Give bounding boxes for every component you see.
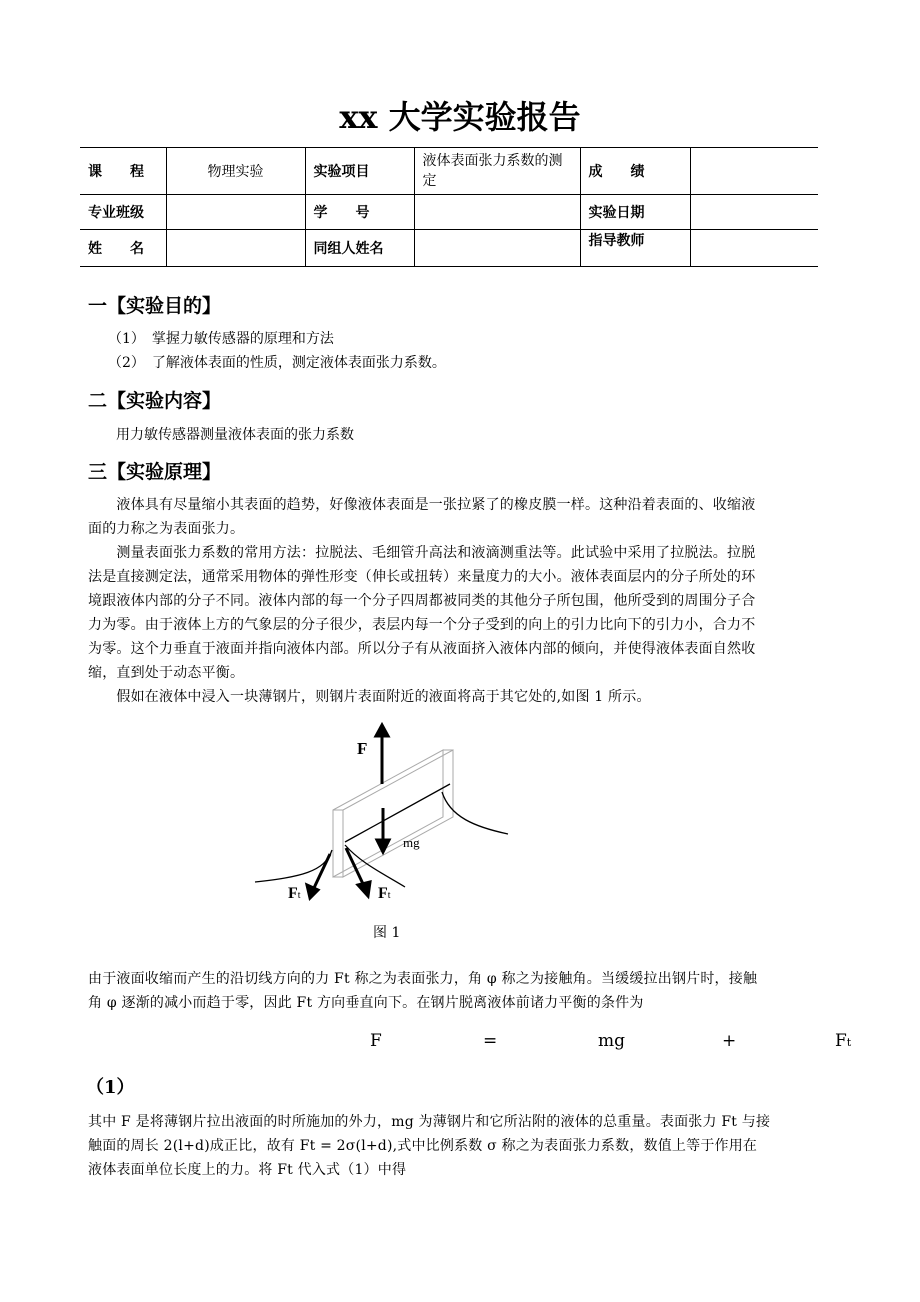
force-ft-left-arrow <box>313 854 330 890</box>
text-line: 为零。这个力垂直于液面并指向液体内部。所以分子有从液面挤入液体内部的倾向，并使得液体表面自然收 <box>88 641 756 657</box>
text-line: 角 φ 逐渐的减小而趋于零，因此 Ft 方向垂直向下。在钢片脱离液体前诸力平衡的条件为 <box>88 995 644 1011</box>
field-label: 专业班级 <box>80 195 166 230</box>
principle-text-3 <box>88 1110 770 1182</box>
eq-term-f: F <box>370 1031 382 1051</box>
text-line: 法是直接测定法，通常采用物体的弹性形变（伸长或扭转）来量度力的大小。液体表面层内的分子所处的环 <box>88 569 756 585</box>
principle-text-2 <box>88 967 757 1015</box>
label-ft-left: Ft <box>288 885 301 902</box>
field-label: 实验项目 <box>305 148 414 195</box>
arrow-head <box>377 840 389 852</box>
purpose-item: （1） 掌握力敏传感器的原理和方法 <box>108 331 334 347</box>
principle-text <box>88 493 755 709</box>
arrow-head <box>358 882 370 896</box>
table-row <box>80 230 818 267</box>
text-line: 液体具有尽量缩小其表面的趋势，好像液体表面是一张拉紧了的橡皮膜一样。这种沿着表面的、收缩液 <box>88 497 756 513</box>
section-heading-principle: 三【实验原理】 <box>88 461 222 483</box>
arrow-head <box>376 725 388 736</box>
text-line: 由于液面收缩而产生的沿切线方向的力 Ft 称之为表面张力，角 φ 称之为接触角。当缓缓拉出钢片时，接触 <box>88 971 758 987</box>
text-line: 面的力称之为表面张力。 <box>88 521 245 537</box>
eq-equals: = <box>483 1031 498 1051</box>
field-label: 实验日期 <box>580 195 690 230</box>
eq-number: （1） <box>86 1077 135 1098</box>
section-heading-content: 二【实验内容】 <box>88 390 222 412</box>
field-label: 成 绩 <box>580 148 690 195</box>
label-f: F <box>357 739 368 758</box>
purpose-item: （2） 了解液体表面的性质，测定液体表面张力系数。 <box>108 355 446 371</box>
field-value <box>414 230 580 267</box>
field-value <box>690 148 818 195</box>
label-mg: mg <box>403 835 420 850</box>
field-label: 课 程 <box>80 148 166 195</box>
text-line: 缩，直到处于动态平衡。 <box>88 665 245 681</box>
field-label: 学 号 <box>305 195 414 230</box>
text-line: 假如在液体中浸入一块薄钢片，则钢片表面附近的液面将高于其它处的,如图 1 所示。 <box>88 689 651 705</box>
section-heading-purpose: 一【实验目的】 <box>88 295 222 317</box>
field-value <box>690 230 818 267</box>
field-value <box>690 195 818 230</box>
info-table <box>80 147 818 267</box>
figure-1-diagram <box>240 722 530 952</box>
table-row <box>80 195 818 230</box>
field-value: 液体表面张力系数的测定 <box>414 148 580 195</box>
text-line: 测量表面张力系数的常用方法：拉脱法、毛细管升高法和液滴测重法等。此试验中采用了拉脱法。拉脱 <box>88 545 756 561</box>
eq-term-mg: mg <box>598 1031 626 1051</box>
eq-term-ft: Ft <box>835 1031 852 1051</box>
field-value <box>414 195 580 230</box>
page-title: xx 大学实验报告 <box>339 98 581 136</box>
text-line: 其中 F 是将薄钢片拉出液面的时所施加的外力，mg 为薄钢片和它所沾附的液体的总重量。表面张力 Ft 与接 <box>88 1114 771 1130</box>
field-label: 指导教师 <box>580 230 690 267</box>
field-label: 姓 名 <box>80 230 166 267</box>
text-line: 液体表面单位长度上的力。将 Ft 代入式（1）中得 <box>88 1162 407 1178</box>
arrow-head <box>307 885 318 898</box>
content-text: 用力敏传感器测量液体表面的张力系数 <box>116 427 354 443</box>
text-line: 力为零。由于液体上方的气象层的分子很少，表层内每一个分子受到的向上的引力比向下的引力小，合力不 <box>88 617 756 633</box>
eq-plus: + <box>722 1031 737 1051</box>
field-label: 同组人姓名 <box>305 230 414 267</box>
field-value: 物理实验 <box>166 148 305 195</box>
text-line: 境跟液体内部的分子不同。液体内部的每一个分子四周都被同类的其他分子所包围，他所受到的周围分子合 <box>88 593 756 609</box>
field-value <box>166 230 305 267</box>
field-value <box>166 195 305 230</box>
table-row <box>80 148 818 195</box>
label-ft-right: Ft <box>378 885 391 902</box>
text-line: 触面的周长 2(l+d)成正比，故有 Ft = 2σ(l+d),式中比例系数 σ 称之为表面张力系数，数值上等于作用在 <box>88 1138 758 1154</box>
figure-caption: 图 1 <box>373 925 401 941</box>
